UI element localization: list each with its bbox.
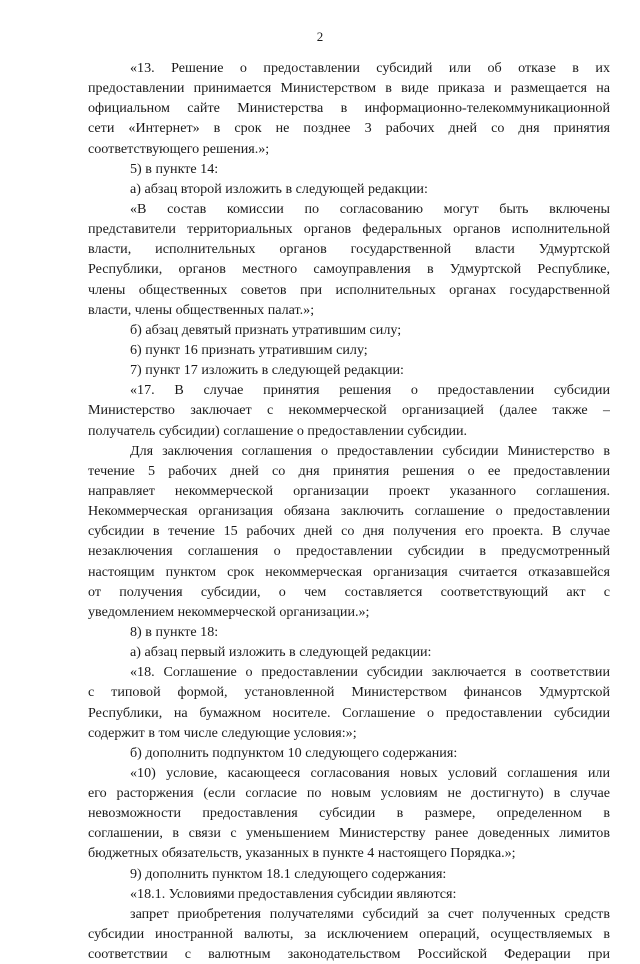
text-line: соответствующего решения.»; xyxy=(88,140,270,157)
text-line: невозможности предоставления субсидии в размере, определенном в xyxy=(88,805,610,822)
text-line: 8) в пункте 18: xyxy=(130,623,219,640)
paragraph xyxy=(88,320,610,340)
paragraph xyxy=(88,864,610,884)
paragraph xyxy=(88,904,610,964)
text-line: запрет приобретения получателями субсидий за счет полученных средств xyxy=(130,905,610,922)
paragraph xyxy=(88,380,610,440)
text-line: соглашении, в связи с уменьшением Министерству ранее доведенных лимитов xyxy=(88,825,610,842)
text-line: предоставлении принимается Министерством в виде приказа и размещается на xyxy=(88,80,610,97)
paragraph xyxy=(88,159,610,179)
text-line: с типовой формой, установленной Министерством финансов Удмуртской xyxy=(88,684,610,701)
paragraph xyxy=(88,662,610,743)
text-line: уведомлением некоммерческой организации.»; xyxy=(88,603,370,620)
text-line: 7) пункт 17 изложить в следующей редакции: xyxy=(130,362,404,379)
document-body xyxy=(88,58,610,964)
text-line: направляет некоммерческой организации проект указанного соглашения. xyxy=(88,482,610,499)
text-line: «10) условие, касающееся согласования новых условий соглашения или xyxy=(130,764,610,781)
paragraph xyxy=(88,199,610,320)
paragraph xyxy=(88,340,610,360)
text-line: бюджетных обязательств, указанных в пункте 4 настоящего Порядка.»; xyxy=(88,845,516,862)
text-line: а) абзац второй изложить в следующей редакции: xyxy=(130,180,428,197)
text-line: Республики, органов местного самоуправления в Удмуртской Республике, xyxy=(88,261,610,278)
text-line: 9) дополнить пунктом 18.1 следующего содержания: xyxy=(130,865,447,882)
paragraph xyxy=(88,179,610,199)
text-line: соответствии с валютным законодательством Российской Федерации при xyxy=(88,946,610,963)
text-line: «17. В случае принятия решения о предоставлении субсидии xyxy=(130,382,610,399)
text-line: «18. Соглашение о предоставлении субсидии заключается в соответствии xyxy=(130,664,610,681)
text-line: Для заключения соглашения о предоставлении субсидии Министерство в xyxy=(130,442,610,459)
text-line: сети «Интернет» в срок не позднее 3 рабочих дней со дня принятия xyxy=(88,120,610,137)
text-line: «13. Решение о предоставлении субсидий или об отказе в их xyxy=(130,60,610,76)
text-line: а) абзац первый изложить в следующей редакции: xyxy=(130,644,432,661)
text-line: Некоммерческая организация обязана заключить соглашение о предоставлении xyxy=(88,503,610,520)
paragraph xyxy=(88,884,610,904)
text-line: члены общественных советов при исполнительных органах государственной xyxy=(88,281,610,298)
text-line: «18.1. Условиями предоставления субсидии являются: xyxy=(130,885,457,902)
text-line: его расторжения (если согласие по новым условиям не достигнуто) в случае xyxy=(88,785,610,802)
text-line: получатель субсидии) соглашение о предоставлении субсидии. xyxy=(88,422,468,439)
text-line: 5) в пункте 14: xyxy=(130,160,219,177)
text-line: официальном сайте Министерства в информационно-телекоммуникационной xyxy=(88,100,610,117)
text-line: б) дополнить подпунктом 10 следующего содержания: xyxy=(130,744,458,761)
text-line: власти, члены общественных палат.»; xyxy=(88,301,315,318)
text-line: субсидии иностранной валюты, за исключением операций, осуществляемых в xyxy=(88,926,610,943)
text-line: Министерство заключает с некоммерческой организацией (далее также – xyxy=(88,402,610,419)
text-line: б) абзац девятый признать утратившим силу; xyxy=(130,321,402,338)
paragraph xyxy=(88,743,610,763)
paragraph xyxy=(88,642,610,662)
text-line: Республики, на бумажном носителе. Соглашение о предоставлении субсидии xyxy=(88,704,610,721)
text-line: настоящим пунктом срок некоммерческая организация считается отказавшейся xyxy=(88,563,610,580)
paragraph xyxy=(88,360,610,380)
paragraph xyxy=(88,441,610,622)
page-number: 2 xyxy=(316,29,324,44)
paragraph xyxy=(88,763,610,864)
text-line: субсидии в течение 15 рабочих дней со дня получения его проекта. В случае xyxy=(88,523,610,540)
text-line: власти, исполнительных органов государственной власти Удмуртской xyxy=(88,241,610,258)
text-line: «В состав комиссии по согласованию могут быть включены xyxy=(130,200,610,217)
text-line: представители территориальных органов федеральных органов исполнительной xyxy=(88,221,610,238)
text-line: 6) пункт 16 признать утратившим силу; xyxy=(130,341,368,358)
paragraph xyxy=(88,58,610,159)
text-line: незаключения соглашения о предоставлении субсидии в предусмотренный xyxy=(88,543,610,560)
text-line: содержит в том числе следующие условия:»; xyxy=(88,724,357,741)
text-line: течение 5 рабочих дней со дня принятия решения о ее предоставлении xyxy=(88,462,610,479)
text-line: от получения субсидии, о чем составляется соответствующий акт с xyxy=(88,583,610,600)
paragraph xyxy=(88,622,610,642)
